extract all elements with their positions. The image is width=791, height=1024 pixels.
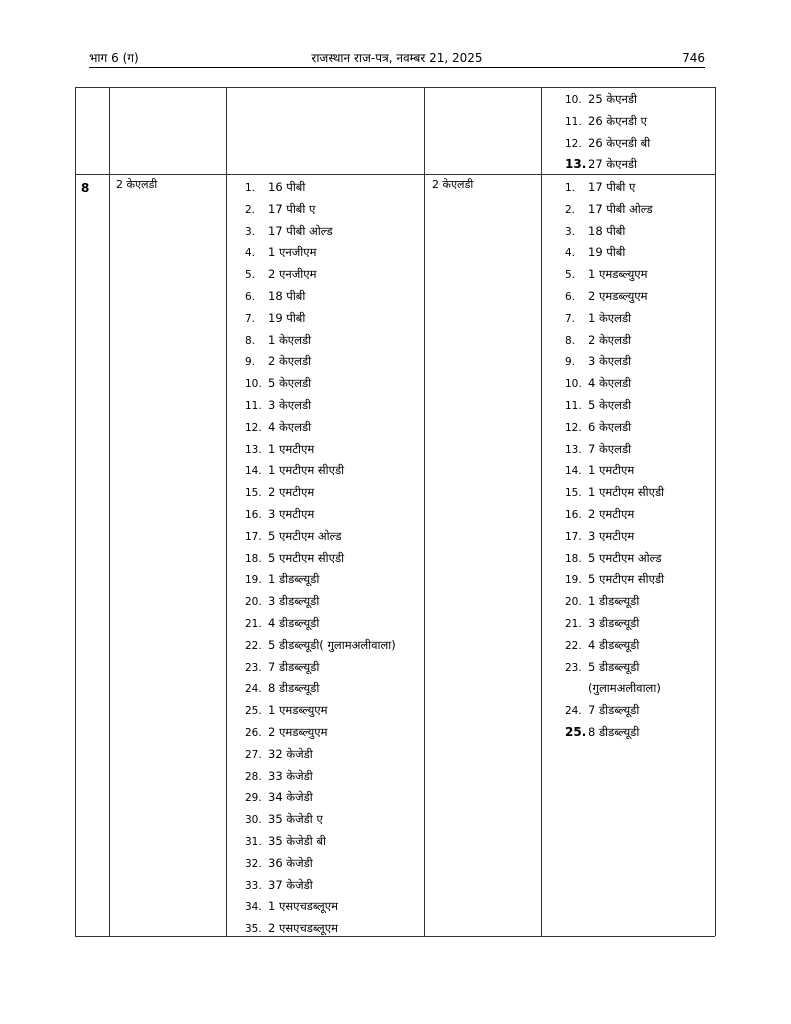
item-text: 1 डीडब्ल्यूडी (268, 572, 320, 587)
item-number: 11. (245, 399, 262, 412)
list-item (245, 177, 396, 199)
list-item (565, 111, 650, 133)
list-item (565, 657, 664, 679)
item-text: 5 एमटीएम सीएडी (268, 550, 345, 565)
item-number: 21. (245, 617, 262, 630)
item-text: 7 डीडब्ल्यूडी (268, 659, 320, 674)
item-number: 35. (245, 923, 262, 936)
item-number: 16. (565, 508, 582, 521)
item-number: 23. (245, 661, 262, 674)
item-text: 5 एमटीएम ओल्ड (268, 528, 342, 543)
item-number: 25. (245, 705, 262, 718)
item-number: 23. (565, 661, 582, 674)
list-item (565, 569, 664, 591)
page-number: 746 (682, 51, 705, 65)
item-number: 9. (245, 356, 256, 369)
item-text: 2 केएलडी (588, 332, 632, 347)
item-text: 5 डीडब्ल्यूडी( गुलामअलीवाला) (268, 637, 396, 652)
item-text: 18 पीबी (268, 288, 306, 303)
list-item (245, 308, 396, 330)
item-text: 35 केजेडी ए (268, 812, 323, 827)
item-text: 26 केएनडी ए (588, 113, 648, 128)
item-number: 10. (565, 94, 582, 106)
list-item (565, 308, 664, 330)
list-item (565, 89, 650, 111)
item-text: (गुलामअलीवाला) (588, 681, 661, 696)
list-item (565, 700, 664, 722)
list-item (245, 526, 396, 548)
item-number: 8. (245, 334, 256, 347)
item-number: 12. (245, 421, 262, 434)
item-number: 32. (245, 857, 262, 870)
header-rule (89, 67, 705, 68)
list-item (245, 395, 396, 417)
item-number: 16. (245, 508, 262, 521)
list-item (245, 591, 396, 613)
item-text: 4 केएलडी (268, 419, 312, 434)
list-item (565, 635, 664, 657)
item-text: 19 पीबी (588, 245, 626, 260)
item-text: 1 एमटीएम (588, 463, 635, 478)
item-text: 3 डीडब्ल्यूडी (268, 594, 320, 609)
item-number: 6. (565, 290, 576, 303)
item-number: 20. (245, 596, 262, 609)
list-item (565, 417, 664, 439)
item-number: 27. (245, 748, 262, 761)
list-item (245, 460, 396, 482)
list-item (245, 569, 396, 591)
item-text: 1 एमटीएम (268, 441, 315, 456)
item-number: 3. (565, 225, 576, 238)
list-item (245, 875, 396, 897)
item-text: 17 पीबी ओल्ड (268, 223, 333, 238)
list-item (245, 548, 396, 570)
item-text: 1 एमडब्ल्युएम (588, 267, 648, 282)
item-text: 36 केजेडी (268, 855, 313, 870)
item-text: 4 केएलडी (588, 376, 632, 391)
item-text: 3 केएलडी (588, 354, 632, 369)
list-item (245, 766, 396, 788)
item-number: 10. (565, 378, 582, 391)
item-number: 7. (565, 312, 576, 325)
list-item (565, 460, 664, 482)
serial-number: 8 (81, 181, 90, 195)
item-number: 14. (245, 465, 262, 478)
item-text: 5 एमटीएम ओल्ड (588, 550, 662, 565)
list-item (565, 678, 664, 700)
item-text: 17 पीबी ए (268, 201, 316, 216)
list-item (565, 591, 664, 613)
list-item (245, 722, 396, 744)
item-number: 22. (565, 639, 582, 652)
item-text: 1 डीडब्ल्यूडी (588, 594, 640, 609)
item-text: 7 केएलडी (588, 441, 632, 456)
item-number: 18. (565, 552, 582, 565)
item-number: 31. (245, 835, 262, 848)
list-item (565, 133, 650, 155)
list-item (245, 242, 396, 264)
item-text: 4 डीडब्ल्यूडी (268, 615, 320, 630)
column-divider (541, 87, 542, 936)
item-number: 7. (245, 312, 256, 325)
item-text: 5 एमटीएम सीएडी (588, 572, 665, 587)
new-villages-list (565, 177, 664, 744)
item-number: 13. (245, 443, 262, 456)
item-number: 26. (245, 726, 262, 739)
existing-name-cell: 2 केएलडी (116, 178, 158, 191)
item-number: 24. (245, 683, 262, 696)
list-item (565, 286, 664, 308)
item-text: 7 डीडब्ल्यूडी (588, 703, 640, 718)
list-item (245, 504, 396, 526)
item-text: 2 केएलडी (268, 354, 312, 369)
list-item (565, 373, 664, 395)
item-text: 33 केजेडी (268, 768, 313, 783)
item-text: 25 केएनडी (588, 92, 637, 106)
item-text: 1 एसएचडब्लूएम (268, 899, 338, 914)
item-number: 4. (245, 247, 256, 260)
list-item (245, 853, 396, 875)
item-text: 27 केएनडी (588, 157, 637, 172)
list-item (245, 918, 396, 940)
item-text: 1 केएलडी (588, 310, 632, 325)
item-text: 2 एनजीएम (268, 267, 317, 282)
item-number: 3. (245, 225, 256, 238)
item-number: 12. (565, 421, 582, 434)
list-item (245, 330, 396, 352)
list-item (565, 613, 664, 635)
item-text: 17 पीबी ए (588, 180, 636, 194)
page-header (89, 50, 705, 66)
item-number: 4. (565, 247, 576, 260)
list-item (565, 330, 664, 352)
item-number: 24. (565, 705, 582, 718)
list-item (565, 221, 664, 243)
top-row-allotment-list (565, 89, 650, 176)
existing-villages-list (245, 177, 396, 940)
item-number: 13. (565, 443, 582, 456)
item-number: 28. (245, 770, 262, 783)
item-number: 12. (565, 137, 582, 150)
item-text: 2 एमटीएम (588, 506, 635, 521)
item-number: 1. (565, 182, 576, 194)
item-text: 1 एमटीएम सीएडी (268, 463, 345, 478)
item-number: 10. (245, 378, 262, 391)
item-text: 26 केएनडी बी (588, 135, 651, 150)
item-text: 2 एमडब्ल्युएम (268, 724, 328, 739)
list-item (565, 722, 664, 744)
item-text: 2 एसएचडब्लूएम (268, 921, 338, 936)
list-item (565, 264, 664, 286)
list-item (245, 613, 396, 635)
list-item (245, 221, 396, 243)
item-number: 20. (565, 596, 582, 609)
list-item (565, 177, 664, 199)
item-text: 3 केएलडी (268, 397, 312, 412)
list-item (245, 700, 396, 722)
list-item (565, 526, 664, 548)
item-number: 29. (245, 792, 262, 805)
item-text: 34 केजेडी (268, 790, 313, 805)
item-text: 1 एमटीएम सीएडी (588, 485, 665, 500)
list-item (245, 351, 396, 373)
item-number: 9. (565, 356, 576, 369)
item-text: 3 एमटीएम (268, 506, 315, 521)
item-text: 35 केजेडी बी (268, 833, 326, 848)
item-number: 11. (565, 399, 582, 412)
item-number: 6. (245, 290, 256, 303)
item-text: 1 एमडब्ल्युएम (268, 703, 328, 718)
item-text: 18 पीबी (588, 223, 626, 238)
item-text: 3 एमटीएम (588, 528, 635, 543)
list-item (245, 831, 396, 853)
list-item (245, 373, 396, 395)
table-border-left (75, 87, 76, 936)
item-text: 19 पीबी (268, 310, 306, 325)
item-number: 19. (565, 574, 582, 587)
item-number: 33. (245, 879, 262, 892)
item-number: 18. (245, 552, 262, 565)
list-item (245, 635, 396, 657)
item-number: 14. (565, 465, 582, 478)
gazette-title: राजस्थान राज-पत्र, नवम्बर 21, 2025 (311, 51, 483, 65)
item-text: 5 केएलडी (588, 397, 632, 412)
item-number: 19. (245, 574, 262, 587)
part-label: भाग 6 (ग) (89, 51, 139, 65)
list-item (565, 439, 664, 461)
item-number: 34. (245, 901, 262, 914)
list-item (565, 482, 664, 504)
item-number: 13. (565, 157, 587, 172)
list-item (245, 787, 396, 809)
item-number: 15. (565, 487, 582, 500)
item-text: 8 डीडब्ल्यूडी (588, 724, 640, 739)
item-text: 1 केएलडी (268, 332, 312, 347)
new-name-cell: 2 केएलडी (432, 178, 474, 191)
list-item (245, 417, 396, 439)
item-number: 30. (245, 814, 262, 827)
item-number: 5. (245, 269, 256, 282)
item-number: 17. (245, 530, 262, 543)
item-number: 15. (245, 487, 262, 500)
item-text: 17 पीबी ओल्ड (588, 201, 653, 216)
item-text: 3 डीडब्ल्यूडी (588, 615, 640, 630)
column-divider (424, 87, 425, 936)
table-border-top (75, 87, 715, 88)
list-item (245, 809, 396, 831)
item-number: 2. (245, 203, 256, 216)
table-border-right (715, 87, 716, 936)
item-text: 5 डीडब्ल्यूडी (588, 659, 640, 674)
list-item (245, 439, 396, 461)
column-divider (226, 87, 227, 936)
list-item (245, 264, 396, 286)
list-item (245, 286, 396, 308)
item-text: 2 एमटीएम (268, 485, 315, 500)
item-number: 2. (565, 203, 576, 216)
list-item (245, 657, 396, 679)
list-item (565, 351, 664, 373)
list-item (565, 548, 664, 570)
list-item (565, 395, 664, 417)
item-text: 37 केजेडी (268, 877, 313, 892)
column-divider (109, 87, 110, 936)
item-number: 21. (565, 617, 582, 630)
list-item (565, 199, 664, 221)
list-item (245, 199, 396, 221)
list-item (245, 482, 396, 504)
item-number: 22. (245, 639, 262, 652)
item-text: 6 केएलडी (588, 419, 632, 434)
item-text: 2 एमडब्ल्युएम (588, 288, 648, 303)
item-text: 32 केजेडी (268, 746, 313, 761)
item-number: 8. (565, 334, 576, 347)
item-text: 16 पीबी (268, 180, 306, 194)
list-item (565, 504, 664, 526)
list-item (565, 242, 664, 264)
item-number: 25. (565, 724, 587, 739)
item-text: 8 डीडब्ल्यूडी (268, 681, 320, 696)
item-number: 11. (565, 115, 582, 128)
list-item (245, 678, 396, 700)
item-text: 4 डीडब्ल्यूडी (588, 637, 640, 652)
item-number: 17. (565, 530, 582, 543)
item-number: 1. (245, 182, 256, 194)
item-number: 5. (565, 269, 576, 282)
item-text: 1 एनजीएम (268, 245, 317, 260)
item-text: 5 केएलडी (268, 376, 312, 391)
list-item (565, 154, 650, 176)
list-item (245, 896, 396, 918)
list-item (245, 744, 396, 766)
